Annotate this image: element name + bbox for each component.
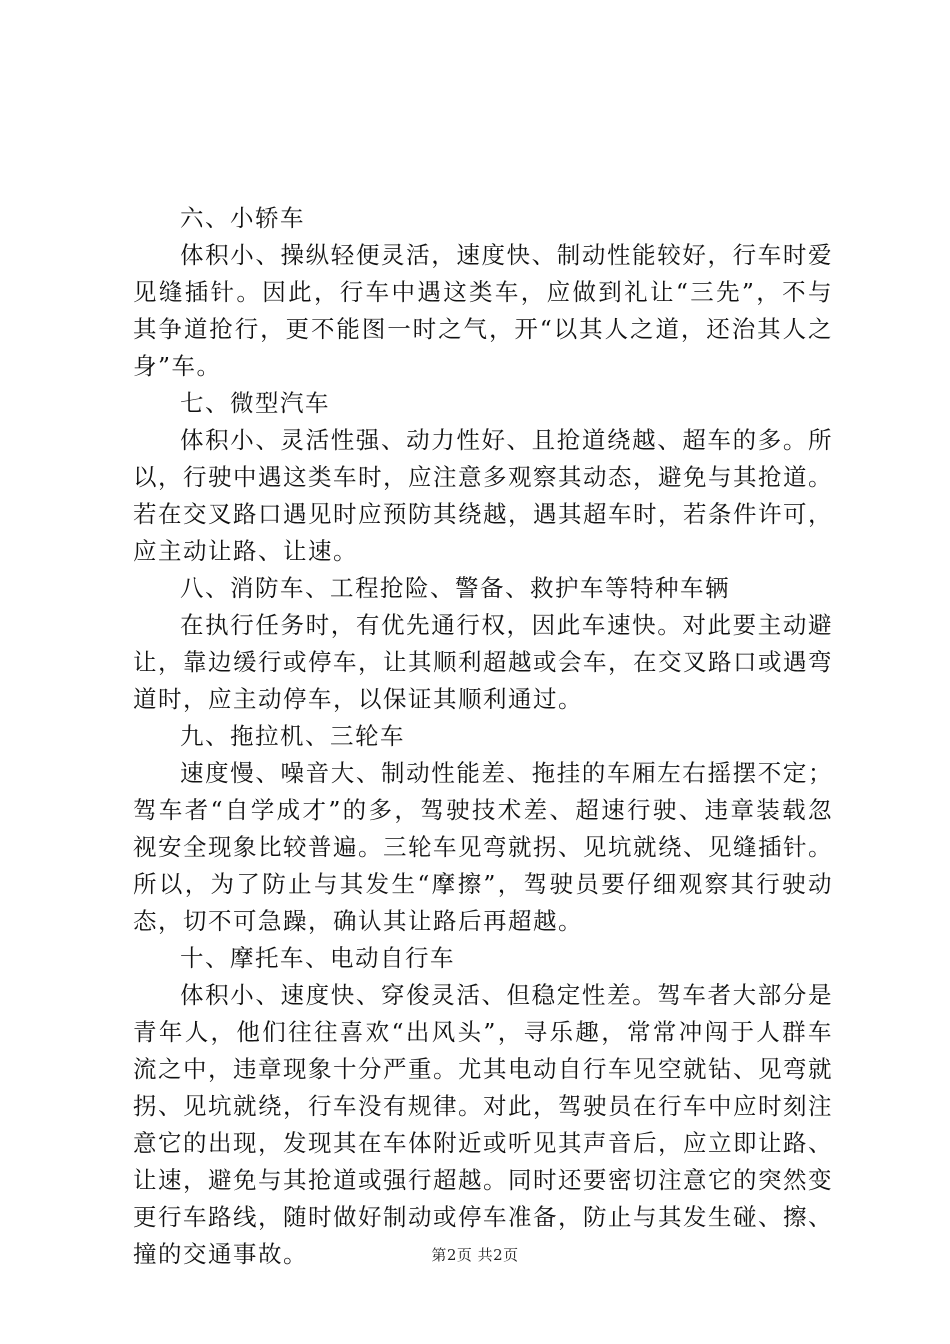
page-number-footer: 第2页 共2页 xyxy=(431,1246,519,1264)
section-heading-special-vehicles: 八、消防车、工程抢险、警备、救护车等特种车辆 xyxy=(180,574,730,602)
section-heading-motorcycle: 十、摩托车、电动自行车 xyxy=(180,944,455,972)
section-body-special-vehicles: 在执行任务时，有优先通行权，因此车速快。对此要主动避让，靠边缓行或停车，让其顺利超越或会车，在交叉路口或遇弯道时，应主动停车，以保证其顺利通过。 xyxy=(133,611,833,713)
section-body-mini-car: 体积小、灵活性强、动力性好、且抢道绕越、超车的多。所以，行驶中遇这类车时，应注意多观察其动态，避免与其抢道。若在交叉路口遇见时应预防其绕越，遇其超车时，若条件许可，应主动让路、让速。 xyxy=(133,426,833,565)
section-body-motorcycle: 体积小、速度快、穿俊灵活、但稳定性差。驾车者大部分是青年人，他们往往喜欢“出风头”，寻乐趣，常常冲闯于人群车流之中，违章现象十分严重。尤其电动自行车见空就钻、见弯就拐、见坑就绕，行车没有规律。对此，驾驶员在行车中应时刻注意它的出现，发现其在车体附近或听见其声音后，应立即让路、让速，避免与其抢道或强行超越。同时还要密切注意它的突然变更行车路线，随时做好制动或停车准备，防止与其发生碰、擦、撞的交通事故。 xyxy=(133,981,833,1268)
section-body-tractor-tricycle: 速度慢、噪音大、制动性能差、拖挂的车厢左右摇摆不定；驾车者“自学成才”的多，驾驶技术差、超速行驶、违章装载忽视安全现象比较普遍。三轮车见弯就拐、见坑就绕、见缝插针。所以，为了防止与其发生“摩擦”，驾驶员要仔细观察其行驶动态，切不可急躁，确认其让路后再超越。 xyxy=(133,759,833,935)
section-heading-mini-car: 七、微型汽车 xyxy=(180,389,330,417)
section-heading-small-car: 六、小轿车 xyxy=(180,204,305,232)
section-body-small-car: 体积小、操纵轻便灵活，速度快、制动性能较好，行车时爱见缝插针。因此，行车中遇这类车，应做到礼让“三先”，不与其争道抢行，更不能图一时之气，开“以其人之道，还治其人之身”车。 xyxy=(133,241,833,380)
section-heading-tractor-tricycle: 九、拖拉机、三轮车 xyxy=(180,722,405,750)
document-body xyxy=(133,200,833,1273)
